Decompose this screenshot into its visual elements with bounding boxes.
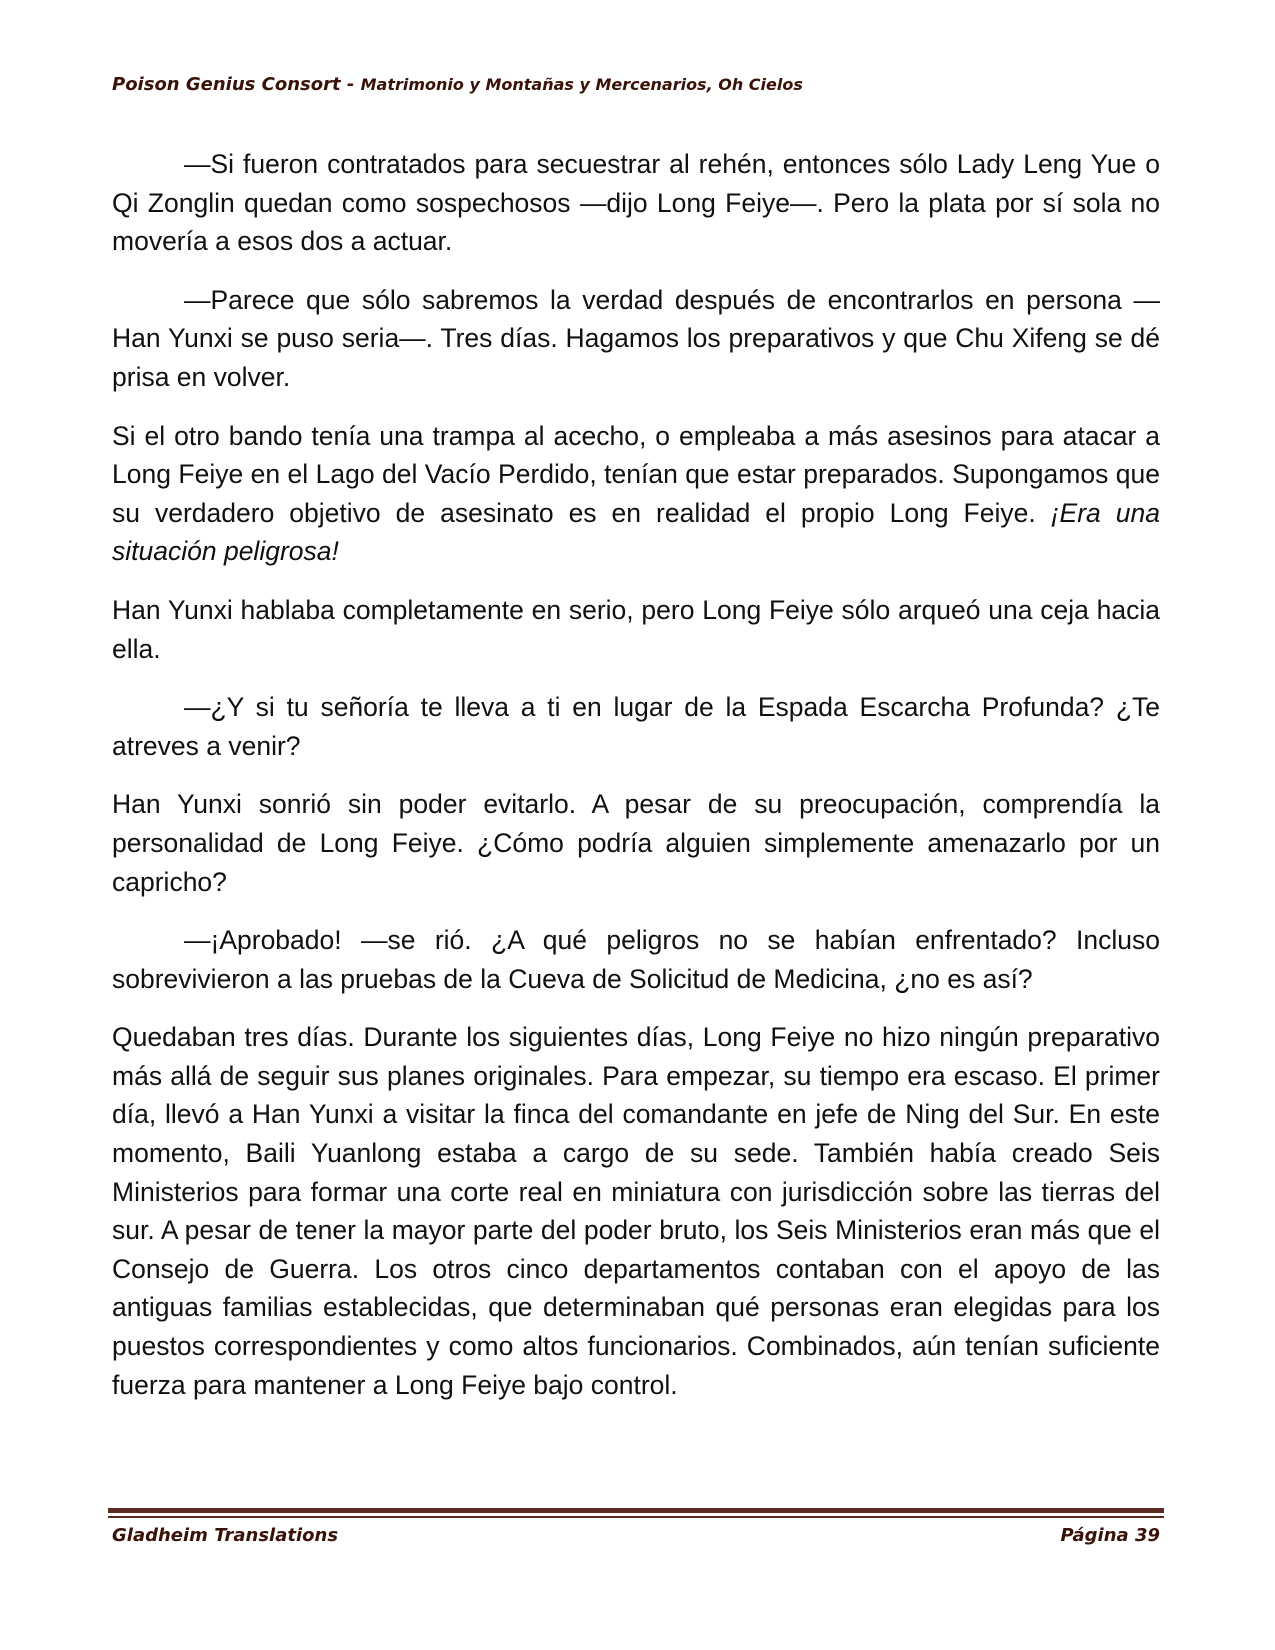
paragraph-2-text: —Parece que sólo sabremos la verdad después de encontrarlos en persona —Han Yunxi se puso seria—. Tres días. Hagamos los preparativos y que Chu Xifeng se dé prisa en volver. [112, 284, 1160, 392]
paragraph-7-text: —¡Aprobado! —se rió. ¿A qué peligros no se habían enfrentado? Incluso sobrevivieron a las pruebas de la Cueva de Solicitud de Medicina, ¿no es así? [112, 925, 1160, 994]
footer-page-number: Página 39 [1060, 1525, 1160, 1546]
paragraph-4 [112, 591, 1160, 668]
footer-publisher: Gladheim Translations [112, 1525, 339, 1546]
paragraph-1-text: —Si fueron contratados para secuestrar al rehén, entonces sólo Lady Leng Yue o Qi Zonglin quedan como sospechosos —dijo Long Feiye—. Pero la plata por sí sola no movería a esos dos a actuar. [112, 149, 1160, 257]
paragraph-6-text: Han Yunxi sonrió sin poder evitarlo. A pesar de su preocupación, comprendía la personalidad de Long Feiye. ¿Cómo podría alguien simplemente amenazarlo por un capricho? [112, 789, 1160, 897]
paragraph-2 [112, 281, 1160, 397]
header-chapter-title: Matrimonio y Montañas y Mercenarios, Oh Cielos [360, 75, 803, 94]
page-body [112, 145, 1160, 1424]
paragraph-5-text: —¿Y si tu señoría te lleva a ti en lugar de la Espada Escarcha Profunda? ¿Te atreves a venir? [112, 692, 1160, 761]
footer-divider-thin [108, 1516, 1164, 1518]
paragraph-8 [112, 1018, 1160, 1404]
paragraph-4-text: Han Yunxi hablaba completamente en serio, pero Long Feiye sólo arqueó una ceja hacia ella. [112, 594, 1160, 664]
paragraph-8-text: Quedaban tres días. Durante los siguientes días, Long Feiye no hizo ningún preparativo más allá de seguir sus planes originales. Para empezar, su tiempo era escaso. El primer día, llevó a Han Yunxi a visitar la finca del comandante en jefe de Ning del Sur. En este momento, Baili Yuanlong estaba a cargo de su sede. También había creado Seis Ministerios para formar una corte real en miniatura con jurisdicción sobre las tierras del sur. A pesar de tener la mayor parte del poder bruto, los Seis Ministerios eran más que el Consejo de Guerra. Los otros cinco departamentos contaban con el apoyo de las antiguas familias establecidas, que determinaban qué personas eran elegidas para los puestos correspondientes y como altos funcionarios. Combinados, aún tenían suficiente fuerza para mantener a Long Feiye bajo control. [112, 1022, 1160, 1400]
paragraph-5 [112, 688, 1160, 765]
header-separator: - [340, 74, 361, 95]
paragraph-3-emphasis: ¡Era una situación peligrosa! [112, 497, 1160, 567]
paragraph-1 [112, 145, 1160, 261]
paragraph-7 [112, 921, 1160, 998]
header-book-title: Poison Genius Consort [112, 74, 341, 95]
paragraph-3 [112, 417, 1160, 571]
paragraph-3-text: Si el otro bando tenía una trampa al acecho, o empleaba a más asesinos para atacar a Long Feiye en el Lago del Vacío Perdido, tenían que estar preparados. Supongamos que su verdadero objetivo de asesinato es en realidad el propio Long Feiye. [112, 420, 1160, 528]
footer-divider [108, 1508, 1164, 1513]
paragraph-6 [112, 785, 1160, 901]
page-header [112, 74, 803, 95]
